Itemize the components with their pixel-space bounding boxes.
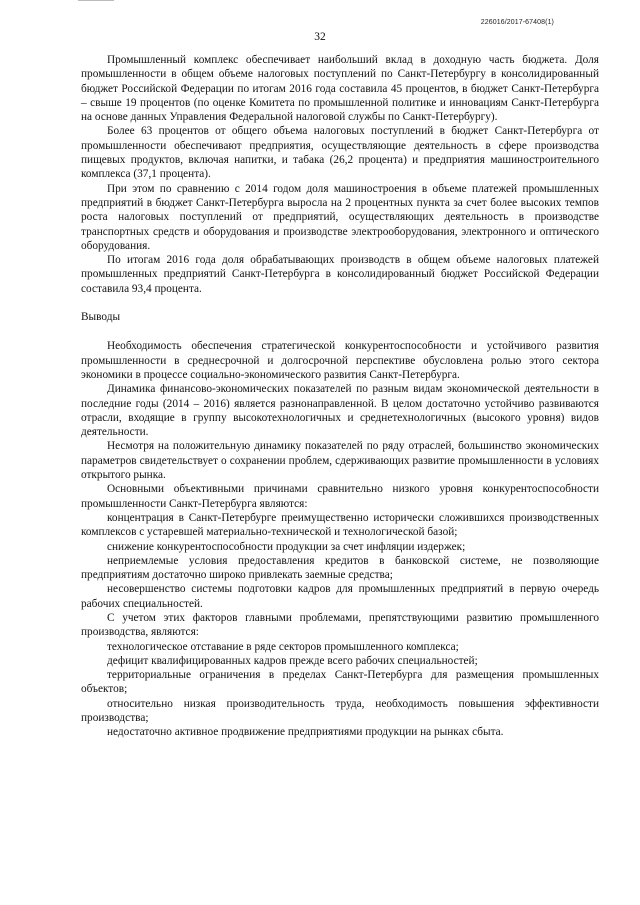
body-text: [81, 53, 599, 740]
list-item: дефицит квалифицированных кадров прежде всего рабочих специальностей;: [107, 654, 478, 667]
list-item: концентрация в Санкт-Петербурге преимущественно исторически сложившихся производственных комплексов с устаревшей материально-технической и технологической базой;: [81, 511, 599, 539]
list-item: территориальные ограничения в пределах Санкт-Петербурга для размещения промышленных объектов;: [81, 669, 599, 696]
paragraph: По итогам 2016 года доля обрабатывающих производств в общем объеме налоговых платежей промышленных предприятий Санкт-Петербурга в консолидированный бюджет Российской Федерации составила 93,4 процента.: [81, 254, 599, 295]
list-item: технологическое отставание в ряде секторов промышленного комплекса;: [107, 640, 459, 653]
paragraph: При этом по сравнению с 2014 годом доля машиностроения в объеме платежей промышленных предприятий в бюджет Санкт-Петербурга выросла на 2 процентных пункта за счет более высоких темпов роста налоговых поступлений от предприятий, осуществляющих деятельность в производстве транспортных средств и оборудования и производстве электрооборудования, электронного и оптического оборудования.: [81, 182, 599, 252]
paragraph: Основными объективными причинами сравнительно низкого уровня конкурентоспособности промышленности Санкт-Петербурга являются:: [81, 483, 599, 510]
paragraph: Динамика финансово-экономических показателей по разным видам экономической деятельности в последние годы (2014 – 2016) является разнонаправленной. В целом достаточно устойчиво развиваются отрасли, входящие в группу высокотехнологичных и среднетехнологичных (высокого уровня) видов деятельности.: [81, 383, 599, 439]
scan-artifact: [78, 0, 114, 1]
list-item: относительно низкая производительность труда, необходимость повышения эффективности производства;: [81, 697, 599, 725]
page-number: 32: [314, 31, 326, 43]
paragraph: Необходимость обеспечения стратегической конкурентоспособности и устойчивого развития промышленности в среднесрочной и долгосрочной перспективе обусловлена ролью этого сектора экономики в процессе социально-экономического развития Санкт-Петербурга.: [81, 340, 599, 381]
list-item: снижение конкурентоспособности продукции за счет инфляции издержек;: [107, 540, 466, 553]
document-id: 226016/2017-67408(1): [480, 19, 554, 26]
list-item: несовершенство системы подготовки кадров для промышленных предприятий в первую очередь рабочих специальностей.: [81, 583, 599, 610]
paragraph: Несмотря на положительную динамику показателей по ряду отраслей, большинство экономических параметров свидетельствует о сохранении проблем, сдерживающих развитие промышленности в условиях открытого рынка.: [81, 440, 599, 482]
paragraph: Промышленный комплекс обеспечивает наибольший вклад в доходную часть бюджета. Доля промышленности в общем объеме налоговых поступлений по Санкт-Петербургу в консолидированный бюджет Российской Федерации по итогам 2016 года составила 45 процентов, в бюджет Санкт-Петербурга – свыше 19 процентов (по оценке Комитета по промышленной политике и инновациям Санкт-Петербурга на основе данных Управления Федеральной налоговой службы по Санкт-Петербургу).: [81, 54, 599, 124]
section-title: Выводы: [81, 311, 121, 324]
paragraph: Более 63 процентов от общего объема налоговых поступлений в бюджет Санкт-Петербурга от промышленности обеспечивают предприятия, осуществляющие деятельность в сфере производства пищевых продуктов, включая напитки, и табака (26,2 процента) и предприятия машиностроительного комплекса (37,1 процента).: [81, 125, 599, 181]
list-item: неприемлемые условия предоставления кредитов в банковской системе, не позволяющие предприятиям достаточно широко привлекать заемные средства;: [81, 554, 599, 582]
paragraph: С учетом этих факторов главными проблемами, препятствующими развитию промышленного производства, являются:: [81, 611, 599, 639]
list-item: недостаточно активное продвижение предприятиями продукции на рынках сбыта.: [107, 726, 504, 739]
